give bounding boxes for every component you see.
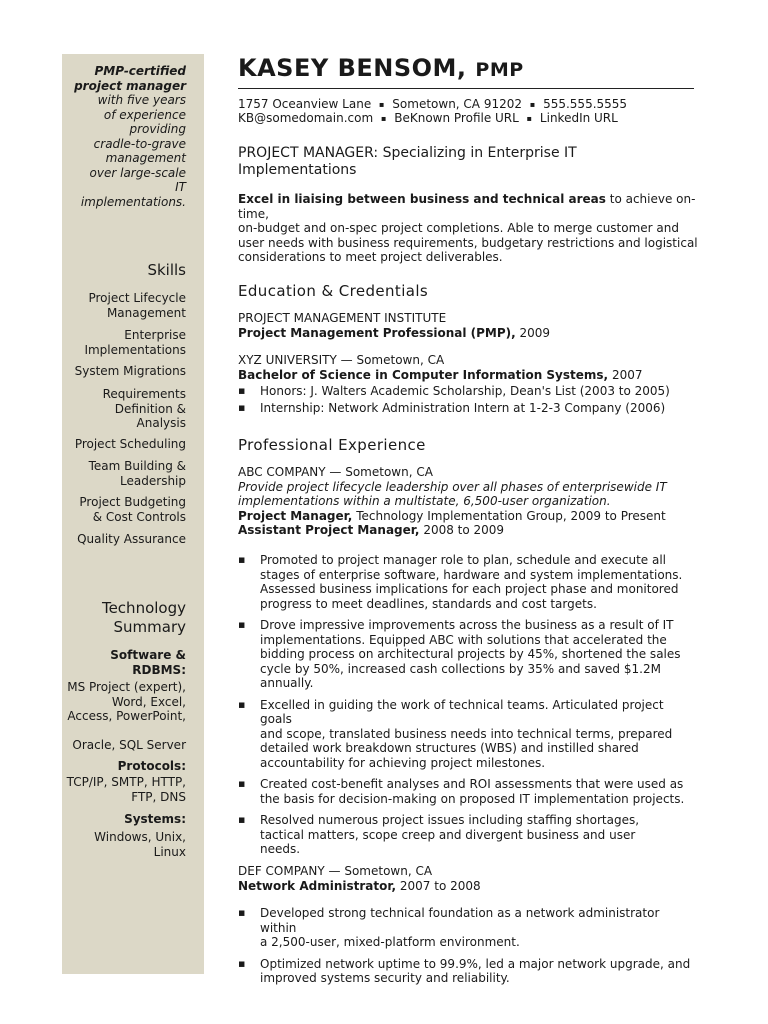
bullet-line: ▪ Developed strong technical foundation as a network administrator within bbox=[260, 906, 660, 935]
skill-line: Project Scheduling bbox=[74, 437, 186, 451]
summary-line: over large-scale bbox=[89, 165, 186, 180]
credential-year: 2009 bbox=[519, 325, 551, 340]
headline-title: PROJECT MANAGER: bbox=[238, 145, 379, 161]
bullet-line: improved systems security and reliability. bbox=[260, 971, 510, 985]
university-entry bbox=[238, 353, 698, 415]
def-company-entry bbox=[238, 864, 698, 893]
beknown-profile-link[interactable]: BeKnown Profile URL bbox=[394, 111, 519, 125]
bullet-line: ▪ Resolved numerous project issues including staffing shortages, bbox=[260, 813, 640, 827]
intro-text: on-budget and on-spec project completions. Able to merge customer and bbox=[238, 221, 679, 235]
software-label-line: Software & bbox=[110, 648, 186, 662]
summary-line: with five years bbox=[97, 93, 186, 107]
intro-text: to achieve on- bbox=[609, 192, 696, 206]
name-text: KASEY BENSOM, bbox=[238, 54, 467, 82]
summary-line: implementations. bbox=[80, 194, 186, 209]
skill-line: & Cost Controls bbox=[92, 509, 186, 524]
software-line: Oracle, SQL Server bbox=[72, 738, 186, 752]
headline-text: Implementations bbox=[238, 162, 357, 178]
skill-line: System Migrations bbox=[74, 364, 186, 378]
skill-line: Team Building & bbox=[88, 459, 186, 473]
skill-line: Implementations bbox=[84, 342, 186, 357]
summary-line: management bbox=[105, 151, 186, 165]
skill-item bbox=[84, 328, 186, 357]
city-text: Sometown, CA 91202 bbox=[392, 97, 522, 111]
bullet-line: ▪ Optimized network uptime to 99.9%, led a major network upgrade, and bbox=[260, 956, 691, 971]
role-title: Project Manager, bbox=[238, 508, 353, 523]
summary-line: of experience bbox=[103, 107, 186, 122]
protocols-list bbox=[67, 775, 186, 804]
bullet-line: progress to meet deadlines, standards and cost targets. bbox=[260, 596, 597, 611]
systems-list bbox=[94, 830, 186, 859]
skill-item bbox=[103, 387, 186, 431]
achievement-bullet bbox=[238, 553, 698, 611]
profile-summary bbox=[74, 64, 186, 209]
bullet-line: ▪ Drove impressive improvements across the business as a result of IT bbox=[260, 618, 674, 632]
headline bbox=[238, 145, 698, 179]
headline-text: Specializing in Enterprise IT bbox=[382, 145, 577, 161]
bullet-line: needs. bbox=[260, 842, 301, 856]
skill-line: Management bbox=[106, 305, 186, 320]
skill-item bbox=[79, 495, 186, 524]
software-list bbox=[67, 680, 186, 753]
systems-line: Linux bbox=[153, 844, 186, 859]
software-line: Word, Excel, bbox=[111, 694, 186, 709]
education-bullet: ▪ Honors: J. Walters Academic Scholarship, Dean's List (2003 to 2005) bbox=[238, 384, 698, 399]
technology-heading-line: Technology bbox=[101, 599, 186, 617]
skill-item bbox=[88, 291, 186, 320]
protocols-label: Protocols: bbox=[117, 759, 186, 773]
achievement-bullet bbox=[238, 813, 698, 857]
skill-item bbox=[89, 459, 186, 488]
summary-line: cradle-to-grave bbox=[93, 136, 186, 151]
bullet-line: ▪ Created cost-benefit analyses and ROI assessments that were used as bbox=[260, 777, 684, 791]
bullet-line: bidding process on architectural projects by 45%, shortened the sales bbox=[260, 647, 681, 661]
abc-company-entry bbox=[238, 465, 698, 538]
summary-line: PMP-certified bbox=[94, 64, 186, 78]
skill-item bbox=[75, 364, 186, 379]
skill-item bbox=[77, 532, 186, 547]
achievement-bullet bbox=[238, 906, 698, 950]
protocols-line: FTP, DNS bbox=[131, 789, 186, 804]
institution-name: XYZ UNIVERSITY — Sometown, CA bbox=[238, 353, 445, 367]
company-name: DEF COMPANY — Sometown, CA bbox=[238, 864, 433, 878]
skill-line: Leadership bbox=[120, 473, 186, 488]
linkedin-link[interactable]: LinkedIn URL bbox=[539, 111, 618, 125]
bullet-line: detailed work breakdown structures (WBS) and instilled shared bbox=[260, 741, 639, 755]
skill-line: Project Lifecycle bbox=[88, 291, 186, 305]
square-bullet-icon: ▪ bbox=[529, 100, 536, 109]
systems-label: Systems: bbox=[124, 812, 186, 826]
summary-line: IT bbox=[175, 180, 186, 194]
achievement-bullet bbox=[238, 618, 698, 691]
bullet-line: ▪ Promoted to project manager role to plan, schedule and execute all bbox=[260, 553, 667, 567]
achievement-bullet bbox=[238, 698, 698, 771]
skills-heading: Skills bbox=[147, 261, 186, 279]
bullet-line: a 2,500-user, mixed-platform environment. bbox=[260, 935, 520, 949]
square-bullet-icon: ▪ bbox=[379, 100, 385, 109]
bullet-line: tactical matters, scope creep and divergent business and user bbox=[260, 827, 636, 842]
role-details: Technology Implementation Group, 2009 to Present bbox=[356, 508, 666, 523]
bullet-line: and scope, translated business needs into technical terms, prepared bbox=[260, 726, 673, 741]
intro-text: considerations to meet project deliverables. bbox=[238, 250, 503, 264]
skill-line: Definition & bbox=[114, 401, 186, 416]
address-text: 1757 Oceanview Lane bbox=[238, 97, 372, 111]
skill-line: Enterprise bbox=[124, 328, 186, 342]
phone-text: 555.555.5555 bbox=[543, 97, 628, 111]
header-divider bbox=[238, 88, 694, 89]
company-description: Provide project lifecycle leadership over all phases of enterprisewide IT bbox=[238, 479, 667, 494]
technology-heading bbox=[102, 599, 186, 637]
abc-achievements bbox=[238, 553, 698, 857]
role-details: 2007 to 2008 bbox=[399, 878, 481, 893]
skill-item bbox=[75, 437, 186, 452]
skill-line: Requirements bbox=[102, 387, 186, 401]
bullet-line: Assessed business implications for each project phase and monitored bbox=[260, 582, 679, 596]
degree-year: 2007 bbox=[611, 367, 643, 382]
achievement-bullet bbox=[238, 957, 698, 986]
contact-line-2 bbox=[238, 111, 698, 127]
intro-paragraph bbox=[238, 192, 698, 265]
degree-title: Bachelor of Science in Computer Information Systems, bbox=[238, 367, 609, 382]
bullet-line: stages of enterprise software, hardware and system implementations. bbox=[260, 567, 683, 582]
software-line: Access, PowerPoint, bbox=[67, 709, 186, 723]
company-name: ABC COMPANY — Sometown, CA bbox=[238, 465, 433, 479]
intro-text: time, bbox=[238, 206, 269, 221]
bullet-line: implementations. Equipped ABC with solutions that accelerated the bbox=[260, 632, 667, 647]
technology-heading-line: Summary bbox=[113, 618, 186, 636]
summary-line: project manager bbox=[74, 78, 186, 93]
software-line bbox=[67, 724, 186, 739]
credential-title: Project Management Professional (PMP), bbox=[238, 325, 516, 340]
education-bullet: ▪ Internship: Network Administration Intern at 1-2-3 Company (2006) bbox=[238, 401, 698, 416]
software-label-line: RDBMS: bbox=[132, 662, 186, 677]
company-description: implementations within a multistate, 6,500-user organization. bbox=[238, 494, 611, 508]
intro-highlight: Excel in liaising between business and technical areas bbox=[238, 192, 606, 206]
bullet-line: ▪ Excelled in guiding the work of technical teams. Articulated project goals bbox=[260, 697, 664, 726]
bullet-line: cycle by 50%, increased cash collections by 35% and saved $1.2M bbox=[260, 661, 661, 676]
systems-line: Windows, Unix, bbox=[94, 830, 186, 844]
role-details: 2008 to 2009 bbox=[423, 523, 505, 537]
bullet-line: accountability for achieving project milestones. bbox=[260, 755, 546, 770]
bullet-line: the basis for decision-making on proposed IT implementation projects. bbox=[260, 791, 685, 806]
name-credential: PMP bbox=[475, 59, 524, 81]
role-title: Assistant Project Manager, bbox=[238, 523, 420, 537]
education-heading: Education & Credentials bbox=[238, 282, 429, 300]
software-label bbox=[110, 648, 186, 677]
experience-heading: Professional Experience bbox=[238, 436, 426, 454]
def-achievements bbox=[238, 906, 698, 986]
email-link[interactable]: KB@somedomain.com bbox=[238, 111, 374, 125]
achievement-bullet bbox=[238, 777, 698, 806]
protocols-line: TCP/IP, SMTP, HTTP, bbox=[66, 775, 186, 789]
intro-text: user needs with business requirements, budgetary restrictions and logistical bbox=[238, 235, 698, 250]
software-line: MS Project (expert), bbox=[67, 680, 186, 694]
candidate-name bbox=[238, 54, 698, 82]
institution-name: PROJECT MANAGEMENT INSTITUTE bbox=[238, 311, 447, 325]
pmi-entry bbox=[238, 311, 698, 340]
bullet-line: annually. bbox=[260, 676, 314, 690]
skill-line: Quality Assurance bbox=[77, 532, 186, 546]
skill-line: Analysis bbox=[136, 416, 186, 430]
square-bullet-icon: ▪ bbox=[380, 114, 387, 123]
role-title: Network Administrator, bbox=[238, 878, 397, 893]
skill-line: Project Budgeting bbox=[79, 495, 186, 509]
square-bullet-icon: ▪ bbox=[526, 114, 533, 123]
summary-line: providing bbox=[129, 122, 186, 136]
